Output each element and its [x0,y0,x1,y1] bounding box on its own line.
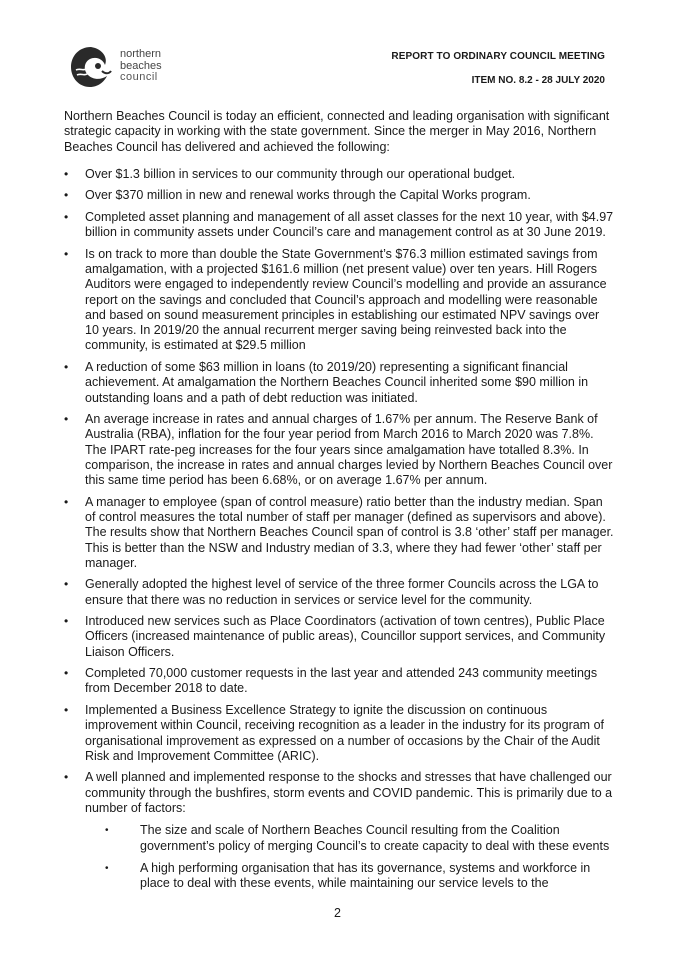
report-title: REPORT TO ORDINARY COUNCIL MEETING [391,51,605,62]
item-number: ITEM NO. 8.2 - 28 JULY 2020 [471,75,605,86]
list-item: • A reduction of some $63 million in loans (to 2019/20) representing a significant financial achievement. At amalgamation the Northern Beaches Council inherited some $90 million in outstanding loans and a path of debt reduction was initiated. [64,360,614,406]
achievements-list [64,167,614,892]
list-item-with-factors [64,770,614,891]
logo-line-1: northern [120,48,161,60]
document-body [64,109,614,898]
council-logo-emblem-icon [68,44,114,90]
page-number: 2 [334,906,341,920]
list-item: • An average increase in rates and annual charges of 1.67% per annum. The Reserve Bank of Australia (RBA), inflation for the four year period from March 2016 to March 2020 was 7.8%. The IPART rate-peg increases for the four years since amalgamation have totalled 8.3%. In comparison, the increase in rates and annual charges levied by Northern Beaches Council over this same time period has been 6.68%, or on average 1.67% per annum. [64,412,614,488]
logo-line-2: beaches [120,59,162,72]
list-item: • Is on track to more than double the State Government’s $76.3 million estimated savings from amalgamation, with a projected $161.6 million (net present value) over ten years. Hill Rogers Auditors were engaged to independently review Council’s modelling and provide an assurance report on the savings and concluded that Council’s approach and modelling were reasonable and based on sound measurement principles in establishing our estimated NPV savings over 10 years. In 2019/20 the annual recurrent merger saving being reinvested back into the community, is estimated at $29.5 million [64,247,614,354]
list-item: • Completed asset planning and management of all asset classes for the next 10 year, with $4.97 billion in community assets under Council’s care and management control as at 30 June 2019. [64,210,614,241]
list-item: • Generally adopted the highest level of service of the three former Councils across the LGA to ensure that there was no reduction in services or service level for the community. [64,577,614,608]
list-item: • Over $1.3 billion in services to our community through our operational budget. [64,167,614,182]
list-item: • Completed 70,000 customer requests in the last year and attended 243 community meetings from December 2018 to date. [64,666,614,697]
logo-line-3: council [120,71,158,83]
list-item: • Implemented a Business Excellence Strategy to ignite the discussion on continuous improvement within Council, receiving recognition as a leader in the industry for its program of organisational improvement as expressed on a number of occasions by the Chair of the Audit Risk and Improvement Committee (ARIC). [64,703,614,764]
sub-list-item: • A high performing organisation that has its governance, systems and workforce in place to deal with these events, while maintaining our service levels to the [85,861,614,892]
factors-sublist [85,823,614,891]
council-logo [68,44,178,94]
intro-paragraph: Northern Beaches Council is today an efficient, connected and leading organisation with significant strategic capacity in working with the state government. Since the merger in May 2016, Northern Beaches Council has delivered and achieved the following: [64,109,610,154]
list-item: • A manager to employee (span of control measure) ratio better than the industry median. Span of control measures the total number of staff per manager (defined as supervisors and above). The results show that Northern Beaches Council span of control is 3.8 ‘other’ staff per manager. This is better than the NSW and Industry median of 3.3, where they had fewer ‘other’ staff per manager. [64,495,614,571]
sub-list-item: • The size and scale of Northern Beaches Council resulting from the Coalition government’s policy of merging Council’s to create capacity to deal with these events [85,823,614,854]
logo-wordmark [120,49,162,84]
list-item-text: A well planned and implemented response to the shocks and stresses that have challenged our community through the bushfires, storm events and COVID pandemic. This is primarily due to a number of factors: [85,770,613,815]
list-item: • Introduced new services such as Place Coordinators (activation of town centres), Public Place Officers (increased maintenance of public areas), Councillor support services, and Community Liaison Officers. [64,614,614,660]
list-item: • Over $370 million in new and renewal works through the Capital Works program. [64,188,614,203]
